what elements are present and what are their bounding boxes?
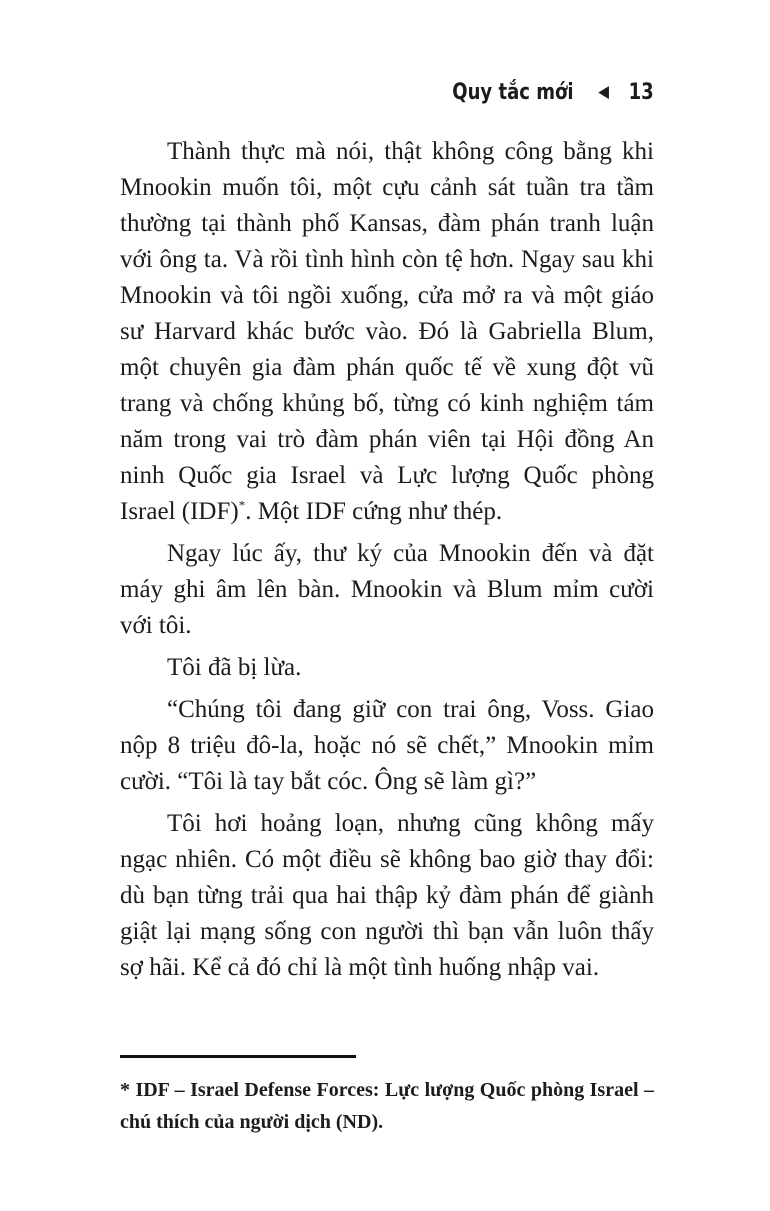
paragraph-1-text: Thành thực mà nói, thật không công bằng khi Mnookin muốn tôi, một cựu cảnh sát tuần tra tầm thường tại thành phố Kansas, đàm phán tranh luận với ông ta. Và rồi tình hình còn tệ hơn. Ngay sau khi Mnookin và tôi ngồi xuống, cửa mở ra và một giáo sư Harvard khác bước vào. Đó là Gabriella Blum, một chuyên gia đàm phán quốc tế về xung đột vũ trang và chống khủng bố, từng có kinh nghiệm tám năm trong vai trò đàm phán viên tại Hội đồng An ninh Quốc gia Israel và Lực lượng Quốc phòng Israel (IDF) <box>120 138 654 525</box>
footnote-rule <box>120 1055 356 1058</box>
paragraph-3: Tôi đã bị lừa. <box>167 654 302 681</box>
footnote-area <box>120 1055 654 1138</box>
paragraph-1 <box>120 134 654 530</box>
running-title: Quy tắc mới <box>452 80 574 105</box>
paragraph-4: “Chúng tôi đang giữ con trai ông, Voss. Giao nộp 8 triệu đô-la, hoặc nó sẽ chết,” Mnookin mỉm cười. “Tôi là tay bắt cóc. Ông sẽ làm gì?” <box>120 696 654 795</box>
footnote-marker: * <box>238 497 246 513</box>
left-arrow-icon: ◀ <box>598 82 610 102</box>
page-body <box>120 134 654 992</box>
footnote-text: * IDF – Israel Defense Forces: Lực lượng Quốc phòng Israel – chú thích của người dịch (ND). <box>120 1079 654 1133</box>
paragraph-2: Ngay lúc ấy, thư ký của Mnookin đến và đặt máy ghi âm lên bàn. Mnookin và Blum mỉm cười với tôi. <box>120 540 654 639</box>
paragraph-1-continuation: . Một IDF cứng như thép. <box>245 498 503 525</box>
paragraph-5: Tôi hơi hoảng loạn, nhưng cũng không mấy ngạc nhiên. Có một điều sẽ không bao giờ thay đổi: dù bạn từng trải qua hai thập kỷ đàm phán để giành giật lại mạng sống con người thì bạn vẫn luôn thấy sợ hãi. Kể cả đó chỉ là một tình huống nhập vai. <box>120 810 654 981</box>
page-number: 13 <box>628 80 654 105</box>
running-header <box>453 80 654 105</box>
